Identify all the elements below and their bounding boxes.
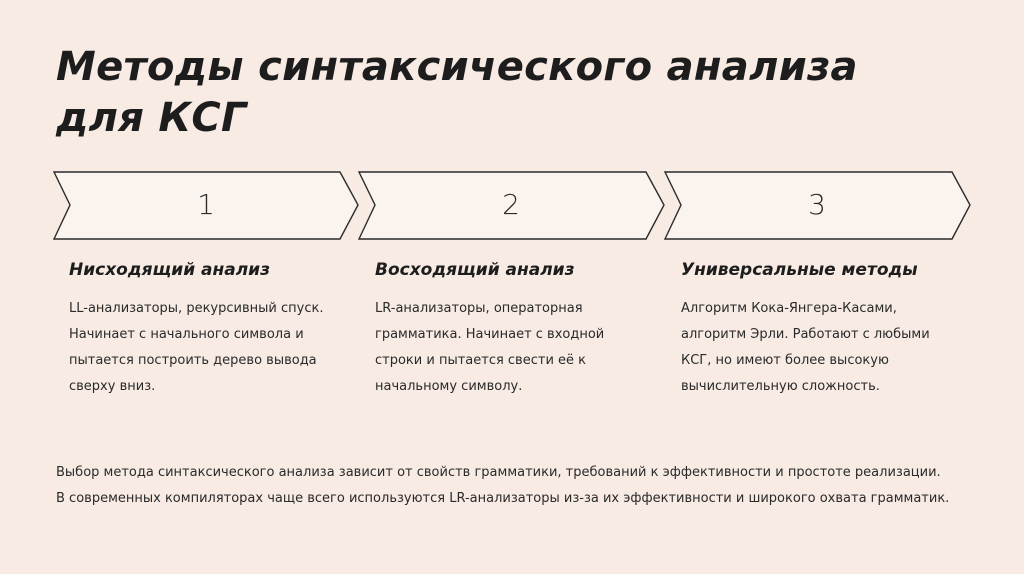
description-line: вычислительную сложность. bbox=[681, 379, 880, 394]
footer-note bbox=[56, 460, 996, 512]
step-description-3 bbox=[681, 296, 951, 400]
description-line: LL-анализаторы, рекурсивный спуск. bbox=[69, 301, 324, 316]
step-description-1 bbox=[69, 296, 339, 400]
step-heading-1: Нисходящий анализ bbox=[69, 260, 270, 280]
footer-line: В современных компиляторах чаще всего используются LR-анализаторы из-за их эффективности и широкого охвата грамматик. bbox=[56, 491, 950, 506]
step-heading-2: Восходящий анализ bbox=[375, 260, 575, 280]
description-line: Начинает с начального символа и bbox=[69, 327, 304, 342]
step-number-1: 1 bbox=[197, 188, 215, 221]
description-line: алгоритм Эрли. Работают с любыми bbox=[681, 327, 930, 342]
description-line: строки и пытается свести её к bbox=[375, 353, 587, 368]
footer-line: Выбор метода синтаксического анализа зависит от свойств грамматики, требований к эффективности и простоте реализации. bbox=[56, 465, 941, 480]
step-number-2: 2 bbox=[502, 188, 520, 221]
step-heading-3: Универсальные методы bbox=[681, 260, 918, 280]
description-line: грамматика. Начинает с входной bbox=[375, 327, 605, 342]
description-line: Алгоритм Кока-Янгера-Касами, bbox=[681, 301, 897, 316]
description-line: КСГ, но имеют более высокую bbox=[681, 353, 889, 368]
description-line: начальному символу. bbox=[375, 379, 523, 394]
description-line: пытается построить дерево вывода bbox=[69, 353, 317, 368]
description-line: сверху вниз. bbox=[69, 379, 156, 394]
description-line: LR-анализаторы, операторная bbox=[375, 301, 583, 316]
step-number-3: 3 bbox=[808, 188, 826, 221]
step-description-2 bbox=[375, 296, 645, 400]
page-title: Методы синтаксического анализа для КСГ bbox=[56, 44, 858, 141]
